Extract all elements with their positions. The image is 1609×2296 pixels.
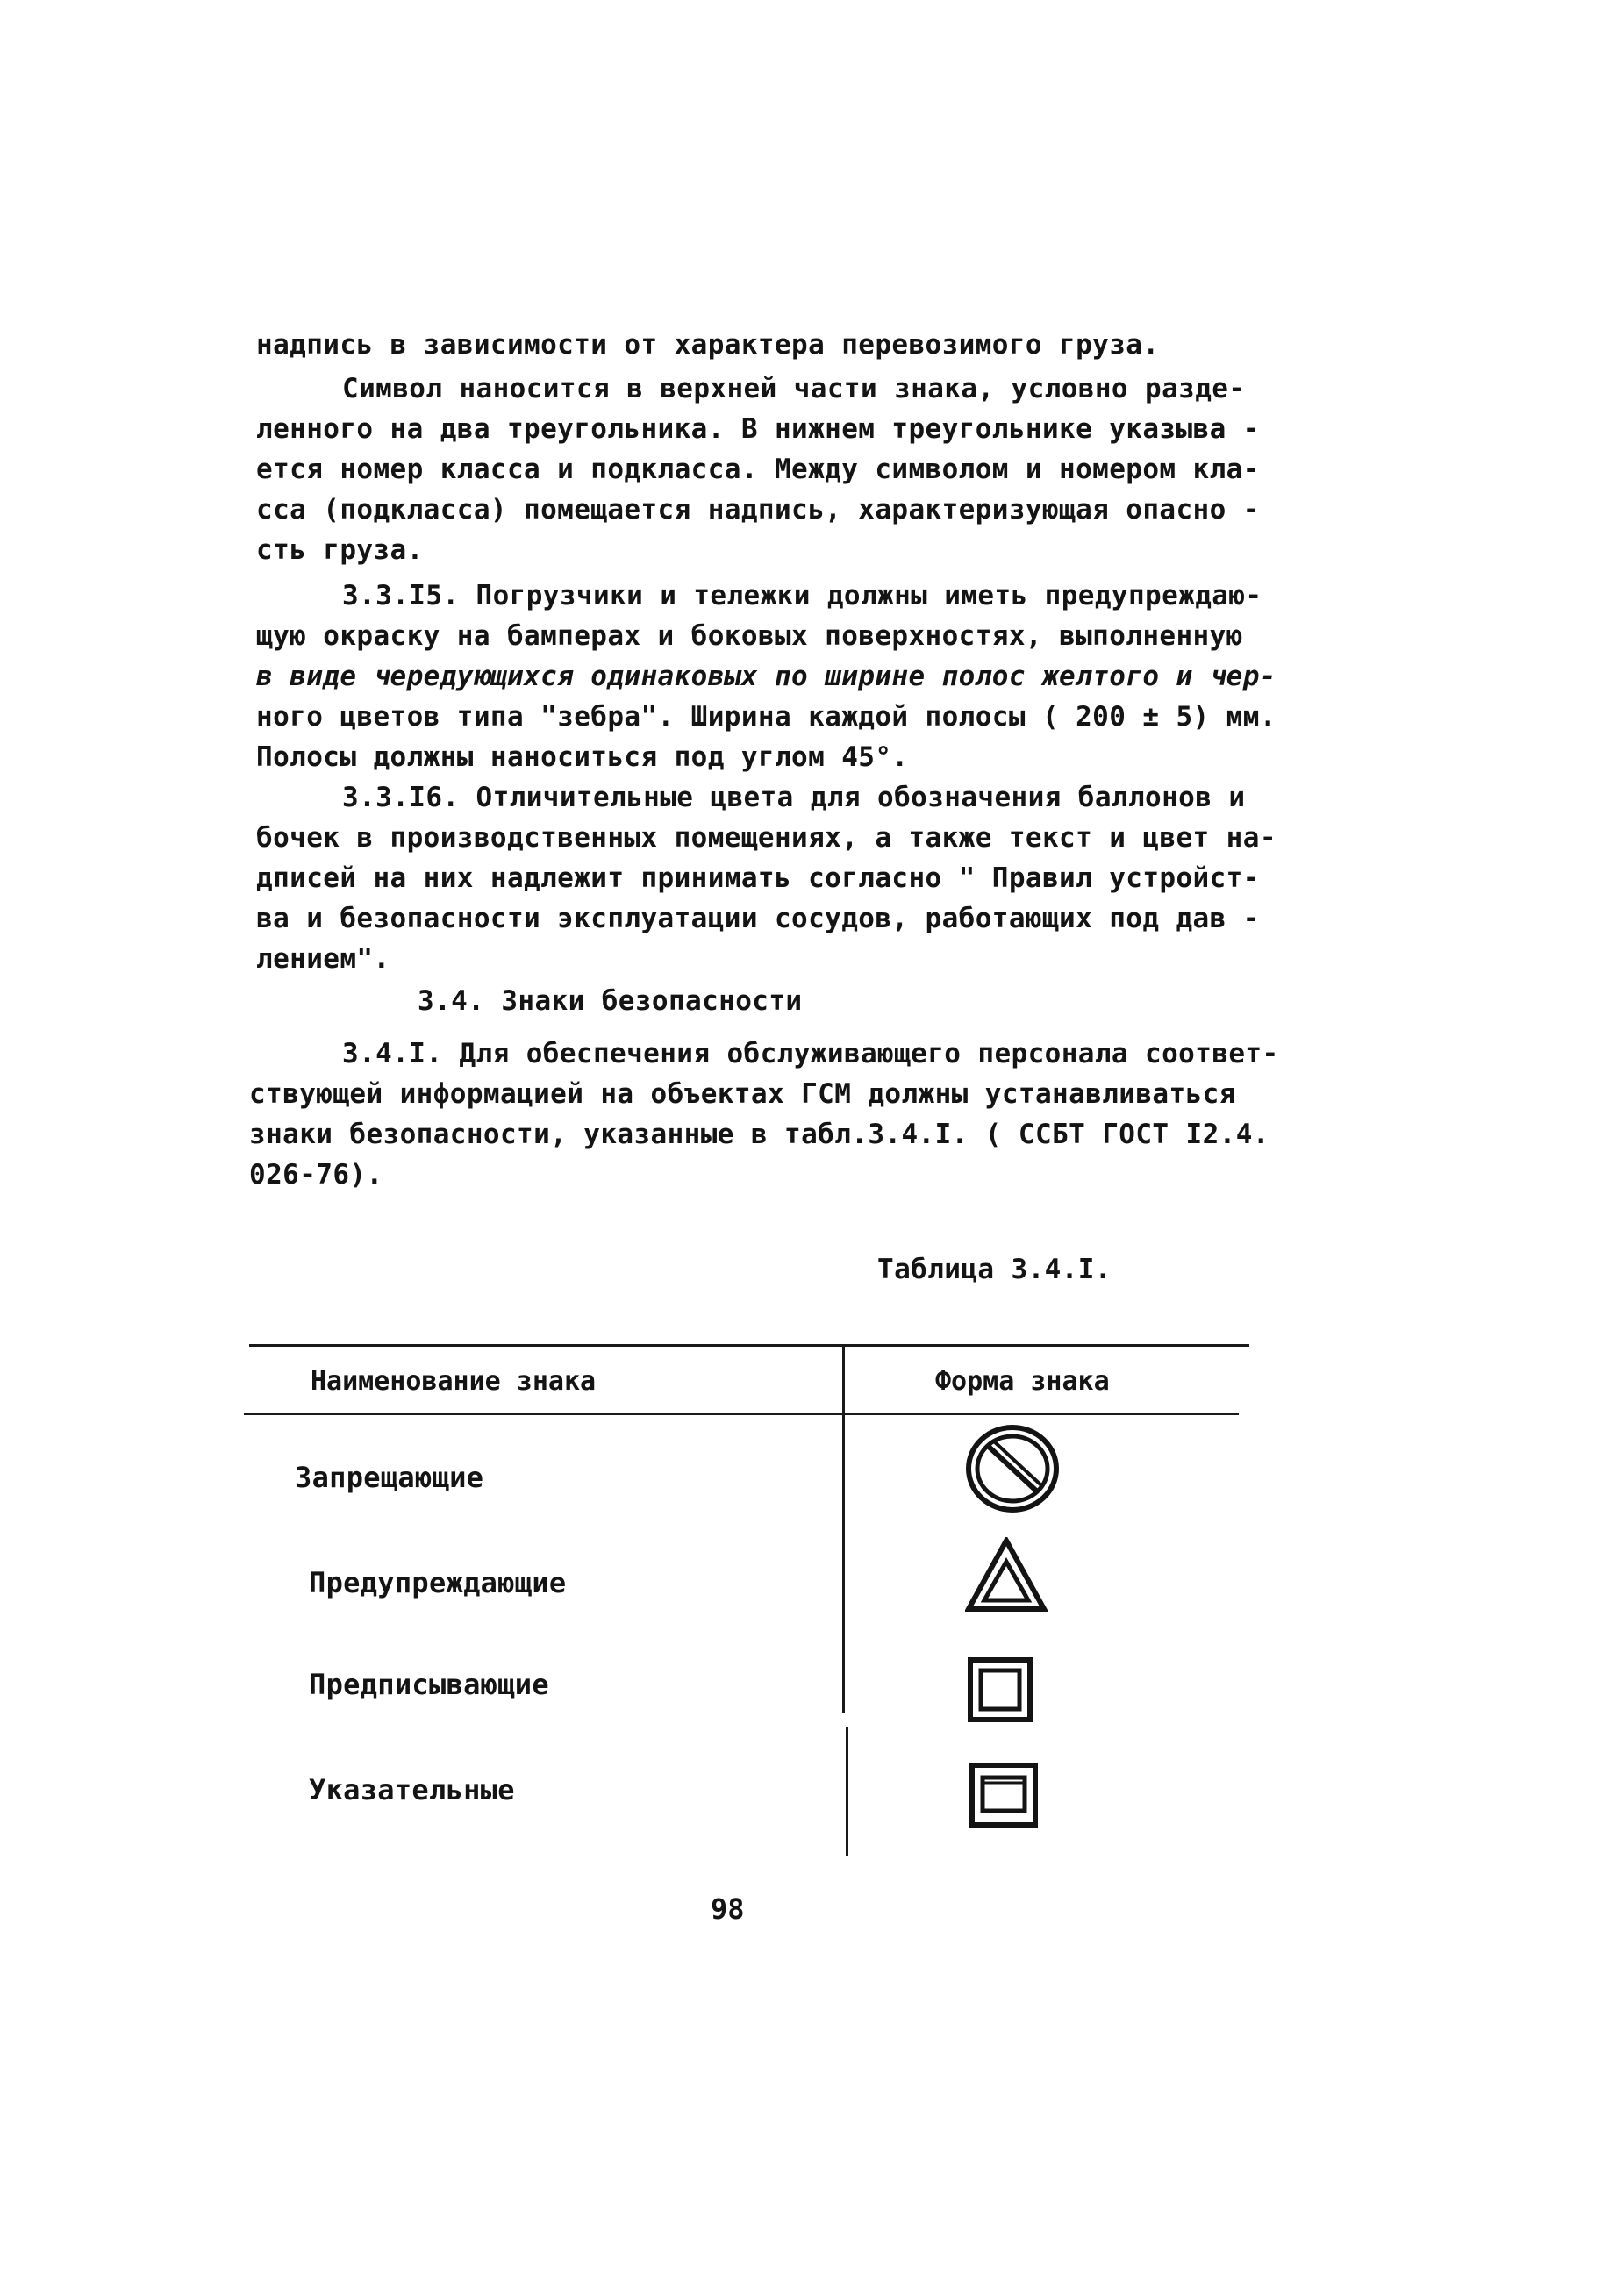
body-line: ного цветов типа "зебра". Ширина каждой полосы ( 200 ± 5) мм. [256, 701, 1276, 733]
body-line: надпись в зависимости от характера перевозимого груза. [256, 329, 1160, 361]
page-number: 98 [711, 1892, 745, 1926]
mandatory-square-icon [967, 1656, 1033, 1723]
table-caption: Таблица 3.4.I. [877, 1254, 1112, 1285]
table-row-label: Запрещающие [295, 1461, 484, 1494]
table-header-form: Форма знака [935, 1366, 1110, 1397]
body-line: Символ наносится в верхней части знака, условно разде- [342, 373, 1246, 404]
body-line: сть груза. [256, 534, 424, 566]
body-line: ленного на два треугольника. В нижнем треугольнике указыва - [256, 413, 1260, 445]
body-line: бочек в производственных помещениях, а также текст и цвет на- [256, 822, 1276, 854]
body-line: 026-76). [249, 1159, 383, 1191]
body-line: знаки безопасности, указанные в табл.3.4.I. ( ССБТ ГОСТ I2.4. [249, 1119, 1269, 1150]
table-column-divider-lower [842, 1414, 845, 1713]
prohibition-circle-icon [963, 1423, 1062, 1514]
table-column-divider [842, 1344, 845, 1414]
body-line: лением". [256, 943, 390, 975]
body-line: 3.3.I6. Отличительные цвета для обозначения баллонов и [342, 782, 1246, 813]
body-line: ется номер класса и подкласса. Между символом и номером кла- [256, 454, 1260, 485]
body-line: ва и безопасности эксплуатации сосудов, работающих под дав - [256, 903, 1260, 934]
body-line: сса (подкласса) помещается надпись, характеризующая опасно - [256, 494, 1260, 526]
body-line: Полосы должны наноситься под углом 45°. [256, 741, 909, 773]
table-row-label: Предупреждающие [309, 1566, 567, 1599]
warning-triangle-icon [965, 1537, 1048, 1613]
information-rectangle-icon [969, 1762, 1039, 1828]
body-line: ствующей информацией на объектах ГСМ должны устанавливаться [249, 1078, 1236, 1110]
table-header-rule [244, 1413, 1239, 1415]
body-line: щую окраску на бамперах и боковых поверхностях, выполненную [256, 620, 1243, 652]
body-line: в виде чередующихся одинаковых по ширине полос желтого и чер- [256, 661, 1276, 692]
body-line: 3.3.I5. Погрузчики и тележки должны иметь предупреждаю- [342, 580, 1262, 612]
table-top-rule [249, 1344, 1249, 1347]
table-column-divider-bottom [846, 1727, 848, 1856]
body-line: 3.4.I. Для обеспечения обслуживающего персонала соответ- [342, 1038, 1279, 1069]
table-row-label: Указательные [309, 1773, 515, 1806]
body-line: дписей на них надлежит принимать согласно " Правил устройст- [256, 862, 1260, 894]
section-heading: 3.4. Знаки безопасности [418, 985, 803, 1017]
table-header-name: Наименование знака [311, 1366, 597, 1397]
table-row-label: Предписывающие [309, 1668, 549, 1701]
